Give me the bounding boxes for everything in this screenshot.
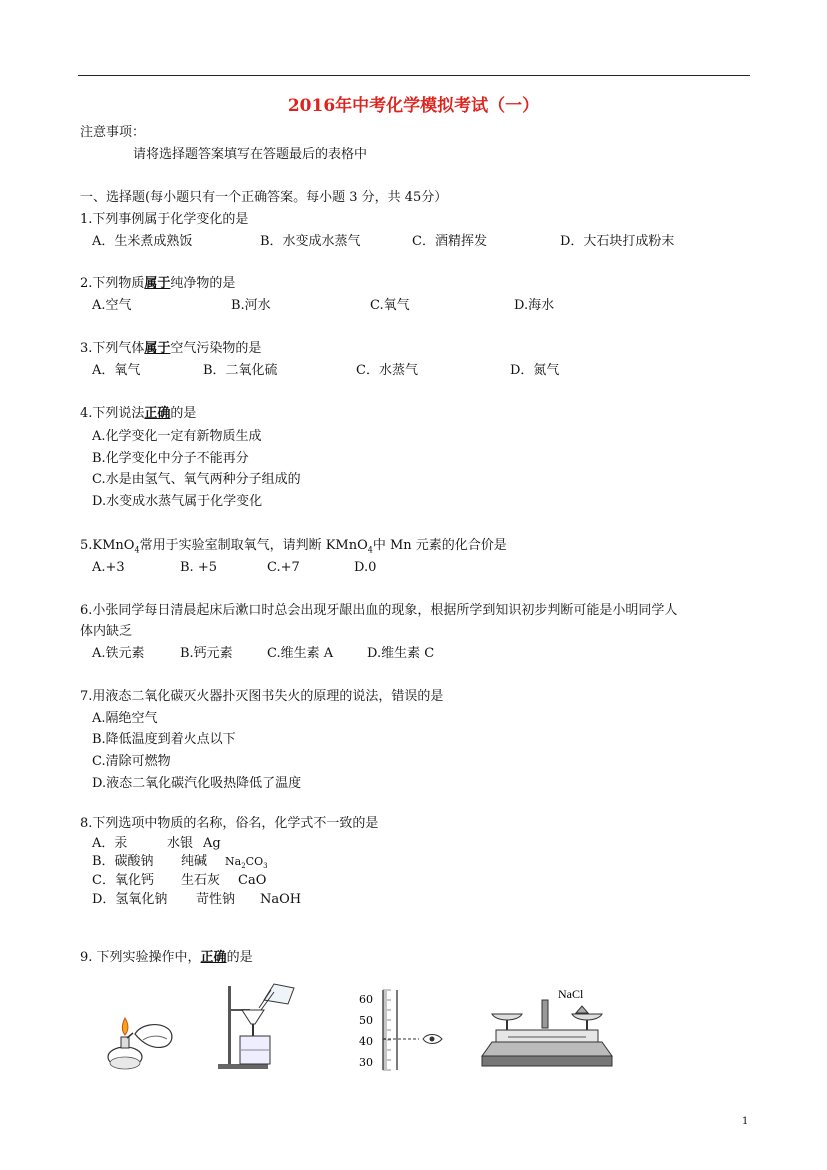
page-title: 2016年中考化学模拟考试（一） <box>287 96 540 116</box>
figure-balance-nacl <box>478 986 628 1071</box>
q1-option-b: B．水变成水蒸气 <box>260 234 361 249</box>
figure-filtration <box>214 980 314 1075</box>
header-rule <box>78 75 750 76</box>
cylinder-tick-40: 40 <box>359 1035 373 1048</box>
q3-option-b: B．二氧化硫 <box>203 363 278 378</box>
q6-option-b: B.钙元素 <box>180 646 233 661</box>
page-number: 1 <box>742 1116 749 1127</box>
q3-options <box>0 363 827 379</box>
q5-options <box>0 560 827 576</box>
q2-option-d: D.海水 <box>514 298 555 313</box>
q3-keyword: 属于 <box>144 341 171 356</box>
q4-option-c: C.水是由氢气、氧气两种分子组成的 <box>92 472 301 487</box>
q2-options <box>0 298 827 314</box>
cylinder-tick-50: 50 <box>359 1014 373 1027</box>
figure-cylinder-reading <box>357 988 452 1073</box>
q8-formula-na2co3: $Na_2CO_3$ <box>225 855 268 871</box>
q8-option-a: A．汞 水银 Ag <box>92 836 221 851</box>
q3-option-a: A．氧气 <box>92 363 141 378</box>
q7-option-d: D.液态二氧化碳汽化吸热降低了温度 <box>92 776 302 791</box>
figure-alcohol-lamp <box>103 1010 183 1075</box>
q6-option-a: A.铁元素 <box>92 646 145 661</box>
cylinder-tick-60: 60 <box>359 993 373 1006</box>
q7-option-c: C.清除可燃物 <box>92 754 171 769</box>
q2-option-c: C.氧气 <box>370 298 410 313</box>
notice-heading: 注意事项： <box>80 125 146 140</box>
q3-stem: 3.下列气体属于空气污染物的是 <box>80 341 262 356</box>
q9-stem: 9. 下列实验操作中，正确的是 <box>80 950 253 965</box>
q1-option-c: C．酒精挥发 <box>412 234 487 249</box>
q1-stem: 1.下列事例属于化学变化的是 <box>80 212 249 227</box>
q2-stem: 2.下列物质属于纯净物的是 <box>80 276 236 291</box>
q5-stem: 5.KMnO$_4$常用于实验室制取氧气，请判断 KMnO$_4$中 Mn 元素的化合价是 <box>80 538 507 555</box>
q6-option-c: C.维生素 A <box>267 646 334 661</box>
q4-option-b: B.化学变化中分子不能再分 <box>92 451 249 466</box>
q2-option-a: A.空气 <box>92 298 132 313</box>
q7-option-b: B.降低温度到着火点以下 <box>92 732 236 747</box>
nacl-label: NaCl <box>558 987 584 1001</box>
q8-option-b: B．碳酸钠 纯碱 $Na_2CO_3$ <box>0 854 827 870</box>
q7-stem: 7.用液态二氧化碳灭火器扑灭图书失火的原理的说法，错误的是 <box>80 689 444 704</box>
q6-options <box>0 646 827 662</box>
q3-option-c: C．水蒸气 <box>356 363 418 378</box>
q1-options <box>0 234 827 250</box>
q1-option-a: A．生米煮成熟饭 <box>92 234 193 249</box>
q6-stem-line2: 体内缺乏 <box>80 624 133 639</box>
q4-option-d: D.水变成水蒸气属于化学变化 <box>92 494 263 509</box>
notice-text: 请将选择题答案填写在答题最后的表格中 <box>133 147 368 162</box>
q2-option-b: B.河水 <box>231 298 271 313</box>
q5-option-c: C.+7 <box>267 560 300 575</box>
q5-option-d: D.0 <box>354 560 377 575</box>
q6-option-d: D.维生素 C <box>367 646 435 661</box>
q1-option-d: D．大石块打成粉末 <box>560 234 675 249</box>
q9-keyword: 正确 <box>200 950 227 965</box>
q6-stem-line1: 6.小张同学每日清晨起床后漱口时总会出现牙龈出血的现象，根据所学到知识初步判断可能是小明同学人 <box>80 603 678 618</box>
q5-option-b: B. +5 <box>180 560 217 575</box>
q3-option-d: D．氮气 <box>510 363 560 378</box>
cylinder-tick-30: 30 <box>359 1056 373 1069</box>
q4-keyword: 正确 <box>144 406 171 421</box>
q4-stem: 4.下列说法正确的是 <box>80 406 197 421</box>
q8-option-d: D．氢氧化钠 苛性钠 NaOH <box>92 892 302 907</box>
q4-option-a: A.化学变化一定有新物质生成 <box>92 429 262 444</box>
q8-option-c: C．氧化钙 生石灰 CaO <box>92 873 267 888</box>
q5-option-a: A.+3 <box>92 560 125 575</box>
q7-option-a: A.隔绝空气 <box>92 711 158 726</box>
section-heading: 一、选择题(每小题只有一个正确答案。每小题 3 分，共 45分） <box>80 190 448 205</box>
q8-stem: 8.下列选项中物质的名称，俗名，化学式不一致的是 <box>80 816 379 831</box>
q2-keyword: 属于 <box>144 276 171 291</box>
